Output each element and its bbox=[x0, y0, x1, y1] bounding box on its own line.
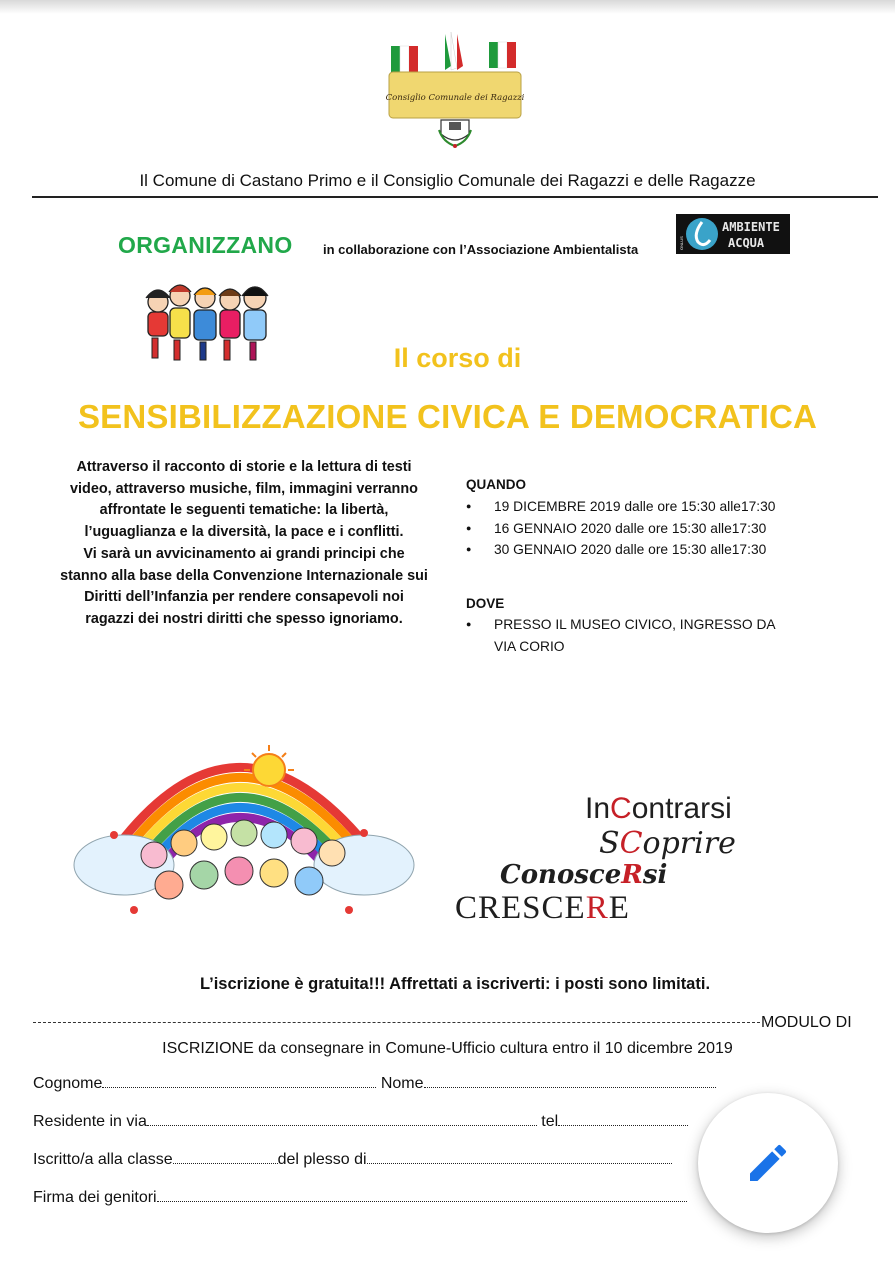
motto-word: In bbox=[585, 792, 611, 825]
form-row-surname bbox=[33, 1074, 716, 1093]
form-row-class bbox=[33, 1150, 672, 1169]
partner-tag: ONLUS bbox=[679, 236, 684, 250]
signature-field[interactable] bbox=[157, 1188, 687, 1202]
logo-banner-text: Consiglio Comunale dei Ragazzi bbox=[385, 93, 525, 103]
date-item: ● 16 GENNAIO 2020 dalle ore 15:30 alle17:30 bbox=[466, 518, 806, 540]
name-label: Nome bbox=[380, 1075, 424, 1092]
module-instructions: ISCRIZIONE da consegnare in Comune-Ufficio cultura entro il 10 dicembre 2019 bbox=[162, 1040, 733, 1057]
motto-word: CRESCE bbox=[455, 890, 586, 926]
council-logo bbox=[385, 26, 525, 150]
motto-word: S bbox=[599, 826, 620, 861]
motto-word: oprire bbox=[642, 826, 736, 861]
partner-line1: AMBIENTE bbox=[722, 220, 780, 234]
top-shadow bbox=[0, 0, 895, 14]
street-field[interactable] bbox=[147, 1112, 537, 1126]
course-title: SENSIBILIZZAZIONE CIVICA E DEMOCRATICA bbox=[77, 398, 818, 435]
course-pre-title: Il corso di bbox=[393, 343, 522, 373]
partner-logo bbox=[676, 214, 790, 254]
motto-word: E bbox=[608, 890, 630, 926]
when-label: QUANDO bbox=[466, 477, 526, 492]
cut-dash bbox=[33, 1022, 760, 1023]
cut-line bbox=[33, 1014, 852, 1032]
motto-word: Conosce bbox=[500, 860, 622, 890]
course-description bbox=[58, 457, 430, 631]
phone-label: tel bbox=[541, 1113, 559, 1130]
municipal-crest-icon bbox=[439, 120, 471, 148]
rainbow-children-illustration bbox=[64, 715, 419, 945]
description-paragraph-2: Vi sarà un avvicinamento ai grandi principi che stanno alla base della Convenzione Internazionale sui Diritti dell’Infanzia per rendere consapevoli noi ragazzi dei nostri diritti che spesso ignoriamo. bbox=[60, 545, 428, 627]
organize-heading: ORGANIZZANO bbox=[118, 232, 293, 258]
motto-highlight: C bbox=[619, 826, 643, 861]
motto-line-1 bbox=[585, 792, 732, 826]
motto-block bbox=[455, 792, 795, 932]
form-row-street bbox=[33, 1112, 688, 1131]
description-paragraph-1: Attraverso il racconto di storie e la lettura di testi video, attraverso musiche, film, immagini verranno affrontate le seguenti tematiche: la libertà, l’uguaglianza e la diversità, la pace e i conflitti. bbox=[70, 459, 418, 541]
school-label: del plesso di bbox=[277, 1151, 367, 1168]
phone-field[interactable] bbox=[558, 1112, 688, 1126]
motto-line-3 bbox=[500, 860, 667, 890]
where-label: DOVE bbox=[466, 596, 505, 611]
place-list bbox=[466, 614, 796, 657]
motto-line-2 bbox=[599, 826, 736, 861]
surname-label: Cognome bbox=[33, 1075, 103, 1092]
motto-word: si bbox=[642, 860, 668, 890]
free-registration-notice: L’iscrizione è gratuita!!! Affrettati a iscriverti: i posti sono limitati. bbox=[199, 975, 711, 993]
edit-pencil-icon bbox=[744, 1139, 792, 1187]
signature-label: Firma dei genitori bbox=[33, 1189, 157, 1206]
motto-word: ontrarsi bbox=[631, 792, 732, 825]
header-title: Il Comune di Castano Primo e il Consiglio Comunale dei Ragazzi e delle Ragazze bbox=[139, 171, 756, 190]
edit-button[interactable] bbox=[698, 1093, 838, 1233]
street-label: Residente in via bbox=[33, 1113, 147, 1130]
form-row-signature bbox=[33, 1188, 687, 1207]
date-item: ● 30 GENNAIO 2020 dalle ore 15:30 alle17:30 bbox=[466, 539, 806, 561]
date-item: ● 19 DICEMBRE 2019 dalle ore 15:30 alle17:30 bbox=[466, 496, 806, 518]
place-item: ● PRESSO IL MUSEO CIVICO, INGRESSO DA VIA CORIO bbox=[466, 614, 796, 657]
motto-highlight: R bbox=[621, 860, 643, 890]
header-divider bbox=[32, 196, 878, 198]
motto-highlight: C bbox=[610, 792, 632, 825]
class-label: Iscritto/a alla classe bbox=[33, 1151, 173, 1168]
school-field[interactable] bbox=[367, 1150, 672, 1164]
collaboration-text: in collaborazione con l’Associazione Ambientalista bbox=[323, 242, 639, 257]
motto-line-4 bbox=[455, 890, 630, 927]
dates-list bbox=[466, 496, 806, 561]
motto-highlight: R bbox=[585, 890, 609, 926]
partner-line2: ACQUA bbox=[728, 236, 765, 250]
name-field[interactable] bbox=[424, 1074, 716, 1088]
class-field[interactable] bbox=[173, 1150, 278, 1164]
module-label: MODULO DI bbox=[761, 1014, 852, 1031]
surname-field[interactable] bbox=[102, 1074, 376, 1088]
